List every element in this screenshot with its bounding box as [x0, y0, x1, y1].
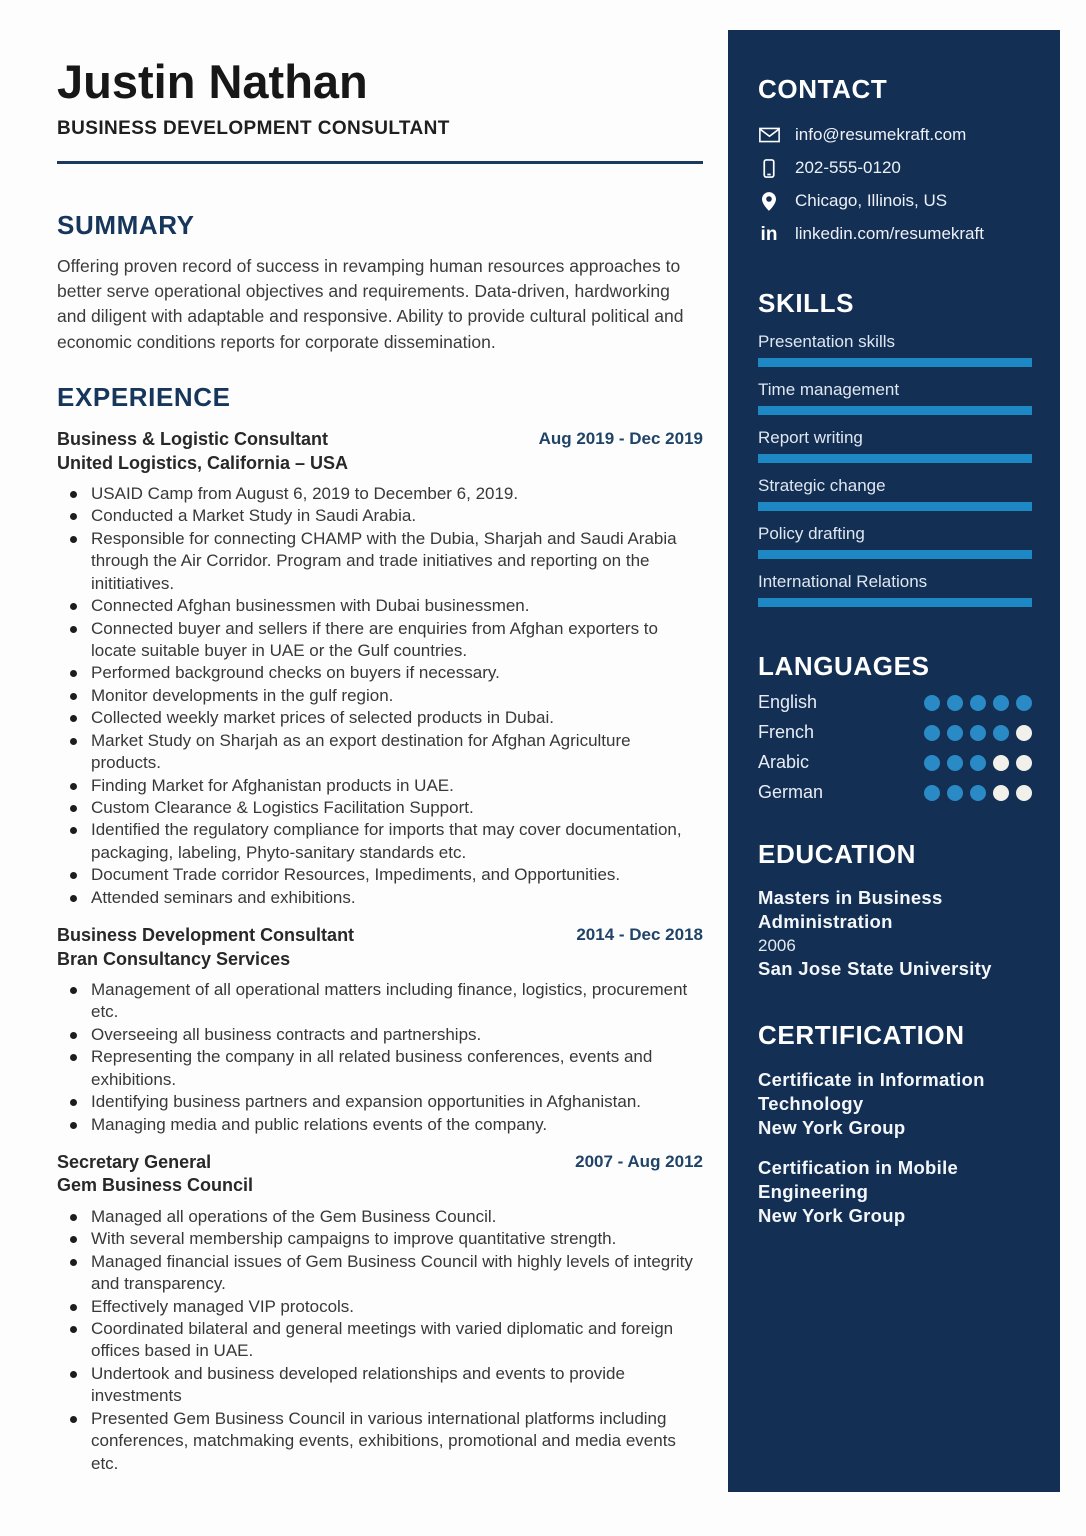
- education-degree: Masters in Business Administration: [758, 887, 943, 932]
- skill-label: Presentation skills: [758, 332, 896, 351]
- job-bullets: [57, 979, 703, 1136]
- skills-heading: SKILLS: [758, 288, 855, 318]
- language-row: [758, 752, 1032, 773]
- job-header: [57, 924, 703, 971]
- person-name: Justin Nathan: [57, 55, 368, 108]
- job-title-block: [57, 1151, 253, 1198]
- contact-text: Chicago, Illinois, US: [795, 191, 948, 210]
- job-title: Business Development Consultant: [57, 925, 355, 946]
- skill-label: Policy drafting: [758, 524, 865, 543]
- jobs-list: [57, 428, 703, 1475]
- certification-list: [758, 1068, 1032, 1227]
- job-title: Business & Logistic Consultant: [57, 429, 329, 450]
- certification-name: Certification in Mobile Engineering: [758, 1157, 959, 1203]
- contact-text: info@resumekraft.com: [795, 125, 967, 144]
- skill-bar-track: [758, 358, 1032, 367]
- level-dot: [947, 755, 963, 771]
- job-bullet: Managed financial issues of Gem Business Council with highly levels of integrity and transparency.: [91, 1251, 703, 1296]
- level-dot: [970, 695, 986, 711]
- sidebar: [728, 30, 1060, 1492]
- contact-text: linkedin.com/resumekraft: [795, 224, 984, 243]
- job-bullet: Management of all operational matters including finance, logistics, procurement etc.: [91, 979, 703, 1024]
- level-dot: [924, 785, 940, 801]
- job-bullet: Performed background checks on buyers if necessary.: [91, 662, 703, 684]
- contact-heading: CONTACT: [758, 74, 888, 104]
- skill-bar-track: [758, 550, 1032, 559]
- job-bullets: [57, 1206, 703, 1475]
- experience-heading: EXPERIENCE: [57, 382, 231, 413]
- skill-label: International Relations: [758, 572, 928, 591]
- language-label: German: [758, 782, 824, 802]
- experience-section: [57, 382, 703, 1475]
- job-company: Bran Consultancy Services: [57, 948, 291, 969]
- job-bullets: [57, 483, 703, 909]
- language-level-dots: [924, 755, 1032, 771]
- level-dot: [924, 755, 940, 771]
- job-title-block: [57, 428, 348, 475]
- job-entry: [57, 924, 703, 1136]
- language-row: [758, 692, 1032, 713]
- main-column: [57, 56, 703, 1475]
- skill-bar-fill: [758, 454, 1032, 463]
- skill-item: [758, 476, 1032, 511]
- languages-section: [758, 651, 1032, 803]
- location-icon: [758, 192, 780, 211]
- contact-text: 202-555-0120: [795, 158, 901, 177]
- certification-item: [758, 1068, 1032, 1139]
- language-level-dots: [924, 695, 1032, 711]
- job-bullet: Coordinated bilateral and general meetings with varied diplomatic and foreign offices based in UAE.: [91, 1318, 703, 1363]
- contact-item: [758, 224, 1032, 244]
- skill-bar-track: [758, 454, 1032, 463]
- level-dot: [1016, 755, 1032, 771]
- header-divider: [57, 161, 703, 164]
- level-dot: [947, 725, 963, 741]
- certification-name: Certificate in Information Technology: [758, 1069, 985, 1115]
- job-dates: 2014 - Dec 2018: [576, 925, 703, 945]
- job-bullet: Monitor developments in the gulf region.: [91, 685, 703, 707]
- summary-heading: SUMMARY: [57, 209, 195, 240]
- skill-item: [758, 380, 1032, 415]
- contact-list: [758, 125, 1032, 244]
- job-bullet: Finding Market for Afghanistan products in UAE.: [91, 775, 703, 797]
- job-bullet: Presented Gem Business Council in various international platforms including conferences, matchmaking events, exhibitions, promotional and media events etc.: [91, 1408, 703, 1475]
- level-dot: [970, 785, 986, 801]
- level-dot: [947, 785, 963, 801]
- job-bullet: Market Study on Sharjah as an export destination for Afghan Agriculture products.: [91, 730, 703, 775]
- skill-item: [758, 524, 1032, 559]
- job-bullet: Overseeing all business contracts and partnerships.: [91, 1024, 703, 1046]
- person-role: BUSINESS DEVELOPMENT CONSULTANT: [57, 117, 450, 139]
- job-header: [57, 1151, 703, 1198]
- languages-heading: LANGUAGES: [758, 651, 930, 681]
- skill-item: [758, 332, 1032, 367]
- certification-org: New York Group: [758, 1204, 906, 1226]
- level-dot: [947, 695, 963, 711]
- job-bullet: USAID Camp from August 6, 2019 to December 6, 2019.: [91, 483, 703, 505]
- job-bullet: Attended seminars and exhibitions.: [91, 887, 703, 909]
- contact-section: [758, 74, 1032, 244]
- job-header: [57, 428, 703, 475]
- skills-section: [758, 288, 1032, 607]
- level-dot: [1016, 695, 1032, 711]
- level-dot: [1016, 725, 1032, 741]
- job-bullet: Connected buyer and sellers if there are enquiries from Afghan exporters to locate suitable buyer in UAE or the Gulf countries.: [91, 618, 703, 663]
- summary-section: [57, 210, 703, 356]
- level-dot: [924, 695, 940, 711]
- job-bullet: Representing the company in all related business conferences, events and exhibitions.: [91, 1046, 703, 1091]
- skill-label: Strategic change: [758, 476, 886, 495]
- job-entry: [57, 1151, 703, 1475]
- certification-org: New York Group: [758, 1116, 906, 1138]
- skill-bar-fill: [758, 502, 1032, 511]
- skill-bar-fill: [758, 550, 1032, 559]
- job-bullet: Connected Afghan businessmen with Dubai businessmen.: [91, 595, 703, 617]
- certification-heading: CERTIFICATION: [758, 1020, 965, 1051]
- job-company: Gem Business Council: [57, 1175, 254, 1196]
- skill-bar-track: [758, 502, 1032, 511]
- skill-item: [758, 428, 1032, 463]
- job-bullet: Effectively managed VIP protocols.: [91, 1296, 703, 1318]
- skills-list: [758, 332, 1032, 607]
- education-school: San Jose State University: [758, 958, 992, 980]
- phone-icon: [758, 159, 780, 178]
- job-bullet: Managed all operations of the Gem Business Council.: [91, 1206, 703, 1228]
- job-title-block: [57, 924, 354, 971]
- skill-bar-fill: [758, 406, 1032, 415]
- language-label: French: [758, 722, 815, 742]
- job-dates: Aug 2019 - Dec 2019: [538, 429, 703, 449]
- language-row: [758, 782, 1032, 803]
- job-bullet: Managing media and public relations events of the company.: [91, 1114, 703, 1136]
- job-bullet: Undertook and business developed relationships and events to provide investments: [91, 1363, 703, 1408]
- job-title: Secretary General: [57, 1152, 212, 1173]
- language-row: [758, 722, 1032, 743]
- job-company: United Logistics, California – USA: [57, 452, 349, 473]
- contact-item: [758, 158, 1032, 178]
- level-dot: [993, 725, 1009, 741]
- language-level-dots: [924, 725, 1032, 741]
- level-dot: [993, 695, 1009, 711]
- job-bullet: Responsible for connecting CHAMP with the Dubia, Sharjah and Saudi Arabia through the Air Corridor. Program and trade initiatives and reporting on the inititiatives.: [91, 528, 703, 595]
- contact-item: [758, 125, 1032, 145]
- education-heading: EDUCATION: [758, 839, 917, 869]
- level-dot: [993, 755, 1009, 771]
- skill-bar-fill: [758, 598, 1032, 607]
- job-bullet: With several membership campaigns to improve quantitative strength.: [91, 1228, 703, 1250]
- email-icon: [758, 127, 780, 143]
- language-level-dots: [924, 785, 1032, 801]
- language-label: English: [758, 692, 818, 712]
- level-dot: [970, 725, 986, 741]
- job-bullet: Custom Clearance & Logistics Facilitation Support.: [91, 797, 703, 819]
- skill-label: Time management: [758, 380, 900, 399]
- job-bullet: Identifying business partners and expansion opportunities in Afghanistan.: [91, 1091, 703, 1113]
- language-label: Arabic: [758, 752, 810, 772]
- skill-label: Report writing: [758, 428, 863, 447]
- level-dot: [993, 785, 1009, 801]
- skill-bar-track: [758, 598, 1032, 607]
- level-dot: [924, 725, 940, 741]
- job-bullet: Document Trade corridor Resources, Impediments, and Opportunities.: [91, 864, 703, 886]
- education-year: 2006: [758, 936, 796, 956]
- skill-bar-track: [758, 406, 1032, 415]
- level-dot: [1016, 785, 1032, 801]
- job-dates: 2007 - Aug 2012: [575, 1152, 703, 1172]
- job-bullet: Conducted a Market Study in Saudi Arabia.: [91, 505, 703, 527]
- skill-item: [758, 572, 1032, 607]
- contact-item: [758, 191, 1032, 211]
- languages-list: [758, 692, 1032, 803]
- job-entry: [57, 428, 703, 909]
- skill-bar-fill: [758, 358, 1032, 367]
- job-bullet: Collected weekly market prices of selected products in Dubai.: [91, 707, 703, 729]
- summary-text: Offering proven record of success in revamping human resources approaches to better serve operational objectives and requirements. Data-driven, hardworking and diligent with adaptable and responsive. Ability to provide cultural political and economic conditions reports for corporate dissemination.: [57, 255, 684, 352]
- certification-section: [758, 1020, 1032, 1227]
- linkedin-icon: in: [760, 223, 778, 245]
- education-section: [758, 839, 1032, 980]
- certification-item: [758, 1156, 1032, 1227]
- job-bullet: Identified the regulatory compliance for imports that may cover documentation, packaging, labeling, Phyto-sanitary standards etc.: [91, 819, 703, 864]
- level-dot: [970, 755, 986, 771]
